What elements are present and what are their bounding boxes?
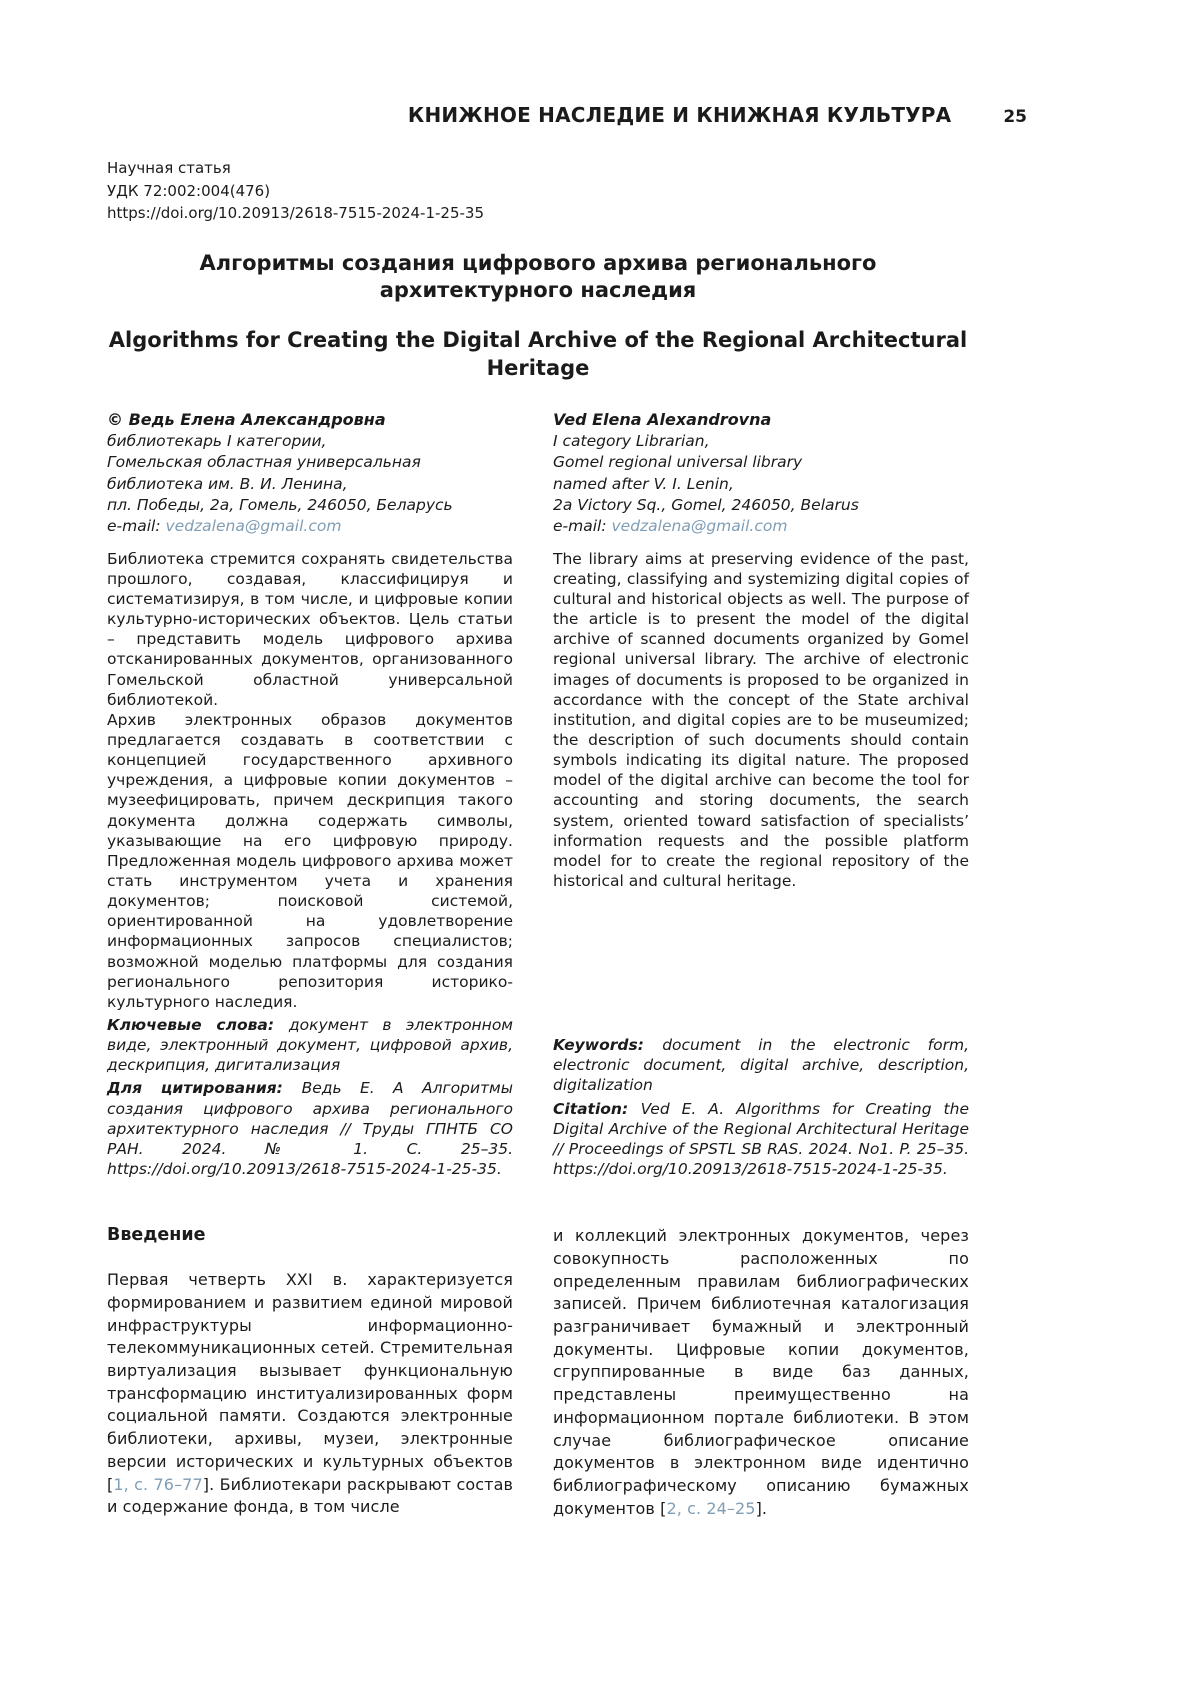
email-label: e-mail:	[107, 516, 166, 535]
email-label: e-mail:	[553, 516, 612, 535]
keywords-label-en: Keywords:	[553, 1036, 663, 1055]
author-affiliation-line: Гомельская областная универсальная	[107, 453, 421, 472]
author-email-line-en	[553, 516, 969, 537]
citation-ref-1[interactable]: 1, с. 76–77	[113, 1474, 203, 1494]
article-title-ru: Алгоритмы создания цифрового архива регионального архитектурного наследия	[199, 250, 877, 303]
article-meta	[107, 157, 969, 225]
abstract-ru-paragraph-1: Библиотека стремится сохранять свидетельства прошлого, создавая, классифицируя и систематизируя, в том числе, и цифровые копии культурно-исторических объектов. Цель статьи – представить модель цифрового архива отсканированных документов, организованного Гомельской областной универсальной библиотекой.	[107, 549, 513, 709]
doi-text: https://doi.org/10.20913/2618-7515-2024-1-25-35	[107, 204, 484, 222]
citation-ref-2[interactable]: 2, с. 24–25	[666, 1498, 756, 1518]
author-email-line-ru	[107, 516, 513, 537]
author-name-en: Ved Elena Alexandrovna	[553, 410, 772, 430]
keywords-label-ru: Ключевые слова:	[107, 1016, 289, 1034]
keywords-value-ru: документ в электронном виде, электронный документ, цифровой архив, дескрипция, дигитализация	[107, 1016, 513, 1075]
abstract-ru-paragraph-2: Архив электронных образов документов предлагается создавать в соответствии с концепцией государственного архивного учреждения, а цифровые копии документов – музеефицировать, причем дескрипция такого документа должна содержать символы, указывающие на его цифровую природу. Предложенная модель цифрового архива может стать инструментом учета и хранения документов; поисковой системой, ориентированной на удовлетворение информационных запросов специалистов; возможной моделью платформы для создания регионального репозитория историко-культурного наследия.	[107, 710, 513, 1011]
running-title: КНИЖНОЕ НАСЛЕДИЕ И КНИЖНАЯ КУЛЬТУРА	[407, 103, 952, 127]
author-affiliation-line: named after V. I. Lenin,	[553, 474, 734, 493]
article-content	[107, 157, 969, 1520]
udc-number: УДК 72:002:004(476)	[107, 181, 271, 200]
keywords-ru	[107, 1015, 513, 1075]
citation-label-en: Citation:	[553, 1099, 641, 1118]
paragraph-text: ]. Библиотекари раскрывают состав и содержание фонда, в том числе	[107, 1474, 514, 1517]
paragraph-text: и коллекций электронных документов, через совокупность расположенных по определенным правилам библиографических записей. Причем библиотечная каталогизация разграничивает бумажный и электронный документы. Цифровые копии документов, сгруппированные в виде баз данных, представлены преимущественно на информационном портале библиотеки. В этом случае библиографическое описание документов в электронном виде идентично библиографическому описанию бумажных документов [	[553, 1226, 969, 1518]
citation-value-en: Ved E. A. Algorithms for Creating the Digital Archive of the Regional Architectural Heritage // Proceedings of SPSTL SB RAS. 2024. No1. P. 25–35. https://doi.org/10.20913/2618-7515-2024-1-25-35.	[553, 1099, 969, 1178]
article-type-label: Научная статья	[107, 159, 231, 177]
author-affiliation-line: Gomel regional universal library	[553, 453, 803, 472]
running-header	[0, 0, 1200, 127]
abstract-en: The library aims at preserving evidence of the past, creating, classifying and systemizing digital copies of cultural and historical objects as well. The purpose of the article is to present the model of the digital archive of scanned documents organized by Gomel regional universal library. The archive of electronic images of documents is proposed to be organized in accordance with the concept of the State archival institution, and digital copies are to be museumized; the description of such documents should contain symbols indicating its digital nature. The proposed model of the digital archive can become the tool for accounting and storing documents, the search system, oriented toward satisfaction of specialists’ information requests and the possible platform model for to create the regional repository of the historical and cultural heritage.	[553, 549, 969, 891]
citation-en	[553, 1099, 969, 1180]
introduction-right-column	[553, 1225, 969, 1520]
keywords-en	[553, 1035, 969, 1095]
paragraph-text: Первая четверть XXI в. характеризуется формированием и развитием единой мировой инфраструктуры информационно-телекоммуникационных сетей. Стремительная виртуализация вызывает функциональную трансформацию институализированных форм социальной памяти. Создаются электронные библиотеки, архивы, музеи, электронные версии исторических и культурных объектов [	[107, 1270, 513, 1494]
keywords-value-en: document in the electronic form, electronic document, digital archive, description, digitalization	[553, 1036, 969, 1095]
author-affiliation-line: 2a Victory Sq., Gomel, 246050, Belarus	[553, 495, 859, 514]
citation-value-ru: Ведь Е. А Алгоритмы создания цифрового архива регионального архитектурного наследия // Труды ГПНТБ СО РАН. 2024. № 1. С. 25–35. https://doi.org/10.20913/2618-7515-2024-1-25-35.	[107, 1079, 513, 1178]
citation-ru	[107, 1078, 513, 1179]
citation-label-ru: Для цитирования:	[107, 1079, 302, 1098]
introduction-section	[107, 1225, 969, 1520]
author-affiliation-line: библиотекарь I категории,	[107, 432, 327, 451]
column-english	[553, 408, 969, 1179]
paragraph-text: ].	[755, 1498, 768, 1518]
introduction-paragraph-left	[107, 1269, 513, 1519]
author-affiliation-line: библиотека им. В. И. Ленина,	[107, 474, 348, 493]
section-heading-introduction: Введение	[107, 1225, 206, 1246]
author-name-ru: © Ведь Елена Александровна	[107, 410, 386, 430]
introduction-left-column	[107, 1225, 513, 1520]
author-affiliation-line: пл. Победы, 2а, Гомель, 246050, Беларусь	[107, 495, 453, 514]
author-affiliation-line: I category Librarian,	[553, 432, 710, 451]
author-email-link-en[interactable]: vedzalena@gmail.com	[611, 516, 788, 535]
article-title-en: Algorithms for Creating the Digital Archive of the Regional Architectural Heritage	[108, 328, 968, 381]
introduction-paragraph-right	[553, 1225, 969, 1520]
page-number: 25	[1003, 107, 1027, 127]
column-russian	[107, 408, 513, 1179]
bilingual-columns	[107, 408, 969, 1179]
author-email-link-ru[interactable]: vedzalena@gmail.com	[165, 516, 342, 535]
